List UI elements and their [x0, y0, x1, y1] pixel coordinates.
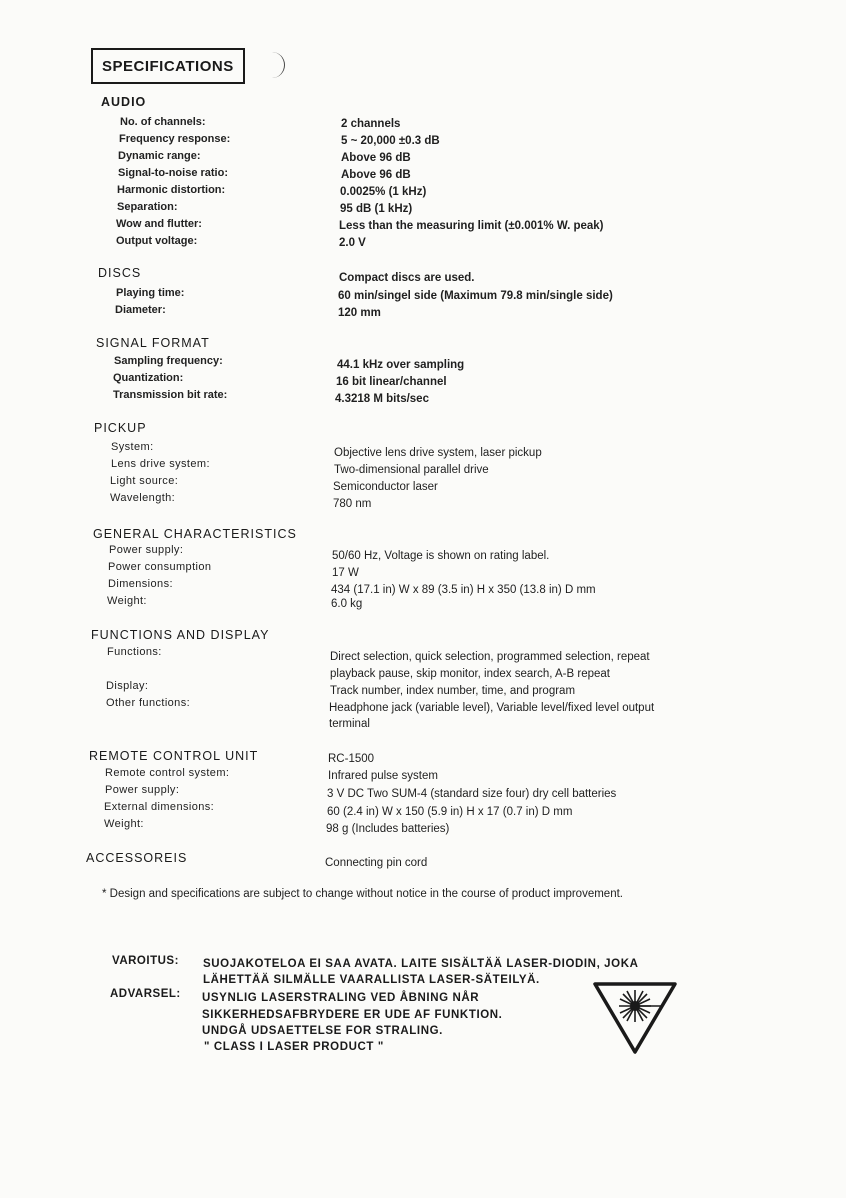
- remote-label: Weight:: [104, 818, 144, 830]
- advarsel-label: ADVARSEL:: [110, 988, 181, 1000]
- remote-value: 98 g (Includes batteries): [326, 823, 450, 835]
- pickup-label: Lens drive system:: [111, 458, 210, 470]
- audio-value: 0.0025% (1 kHz): [340, 186, 427, 198]
- general-label: Power consumption: [108, 561, 212, 573]
- general-label: Power supply:: [109, 544, 184, 556]
- remote-model: RC-1500: [328, 753, 375, 765]
- varoitus-text: LÄHETTÄÄ SILMÄLLE VAARALLISTA LASER-SÄTEILYÄ.: [203, 974, 540, 986]
- pickup-label: Wavelength:: [110, 492, 176, 504]
- varoitus-label: VAROITUS:: [112, 955, 179, 967]
- pickup-value: 780 nm: [333, 498, 372, 510]
- advarsel-text: SIKKERHEDSAFBRYDERE ER UDE AF FUNKTION.: [202, 1009, 503, 1021]
- remote-label: External dimensions:: [104, 801, 215, 813]
- pickup-label: Light source:: [110, 475, 179, 487]
- other-functions-value: terminal: [329, 718, 370, 730]
- general-value: 50/60 Hz, Voltage is shown on rating label.: [332, 550, 550, 562]
- audio-label: Dynamic range:: [118, 150, 201, 162]
- pickup-label: System:: [111, 441, 154, 453]
- audio-label: Wow and flutter:: [116, 218, 202, 230]
- remote-value: 60 (2.4 in) W x 150 (5.9 in) H x 17 (0.7 in) D mm: [327, 806, 573, 818]
- varoitus-text: SUOJAKOTELOA EI SAA AVATA. LAITE SISÄLTÄÄ LASER-DIODIN, JOKA: [203, 958, 639, 970]
- signal-value: 16 bit linear/channel: [336, 376, 447, 388]
- heading-pickup: PICKUP: [94, 421, 147, 435]
- heading-remote: REMOTE CONTROL UNIT: [89, 749, 259, 763]
- signal-value: 44.1 kHz over sampling: [337, 359, 465, 371]
- other-functions-value: Headphone jack (variable level), Variable level/fixed level output: [329, 702, 655, 714]
- audio-label: Signal-to-noise ratio:: [118, 167, 228, 179]
- discs-label: Playing time:: [116, 287, 185, 299]
- heading-functions: FUNCTIONS AND DISPLAY: [91, 628, 270, 642]
- pickup-value: Semiconductor laser: [333, 481, 438, 493]
- audio-label: Harmonic distortion:: [117, 184, 226, 196]
- discs-intro: Compact discs are used.: [339, 272, 475, 284]
- discs-label: Diameter:: [115, 304, 166, 316]
- audio-value: 2.0 V: [339, 237, 366, 249]
- audio-label: No. of channels:: [120, 116, 206, 128]
- remote-value: Infrared pulse system: [328, 770, 438, 782]
- heading-signal-format: SIGNAL FORMAT: [96, 336, 210, 350]
- accessories-value: Connecting pin cord: [325, 857, 428, 869]
- signal-label: Transmission bit rate:: [113, 389, 228, 401]
- audio-label: Output voltage:: [116, 235, 198, 247]
- disclaimer-note: * Design and specifications are subject to change without notice in the course of product improvement.: [102, 888, 623, 900]
- pickup-value: Two-dimensional parallel drive: [334, 464, 489, 476]
- audio-value: Above 96 dB: [341, 169, 411, 181]
- audio-value: Above 96 dB: [341, 152, 411, 164]
- heading-general: GENERAL CHARACTERISTICS: [93, 527, 297, 541]
- discs-value: 120 mm: [338, 307, 381, 319]
- general-label: Weight:: [107, 595, 147, 607]
- pickup-value: Objective lens drive system, laser pickup: [334, 447, 542, 459]
- heading-audio: AUDIO: [101, 95, 147, 109]
- audio-value: 2 channels: [341, 118, 401, 130]
- heading-accessories: ACCESSOREIS: [86, 851, 188, 865]
- functions-value: playback pause, skip monitor, index search, A-B repeat: [330, 668, 610, 680]
- general-value: 6.0 kg: [331, 598, 363, 610]
- display-label: Display:: [106, 680, 149, 692]
- advarsel-text: UNDGÅ UDSAETTELSE FOR STRALING.: [202, 1025, 443, 1037]
- audio-label: Separation:: [117, 201, 178, 213]
- signal-label: Quantization:: [113, 372, 184, 384]
- remote-value: 3 V DC Two SUM-4 (standard size four) dry cell batteries: [327, 788, 617, 800]
- general-value: 434 (17.1 in) W x 89 (3.5 in) H x 350 (13.8 in) D mm: [331, 584, 596, 596]
- discs-value: 60 min/singel side (Maximum 79.8 min/single side): [338, 290, 613, 302]
- advarsel-text: USYNLIG LASERSTRALING VED ÅBNING NÅR: [202, 992, 480, 1004]
- signal-label: Sampling frequency:: [114, 355, 223, 367]
- audio-value: 95 dB (1 kHz): [340, 203, 413, 215]
- display-value: Track number, index number, time, and program: [330, 685, 576, 697]
- audio-label: Frequency response:: [119, 133, 231, 145]
- page-title: SPECIFICATIONS: [91, 48, 245, 84]
- general-value: 17 W: [332, 567, 359, 579]
- audio-value: Less than the measuring limit (±0.001% W. peak): [339, 220, 604, 232]
- class-label: " CLASS I LASER PRODUCT ": [204, 1041, 384, 1053]
- other-functions-label: Other functions:: [106, 697, 191, 709]
- remote-label: Power supply:: [105, 784, 180, 796]
- heading-discs: DISCS: [98, 266, 142, 280]
- laser-warning-icon: [592, 980, 678, 1056]
- remote-label: Remote control system:: [105, 767, 230, 779]
- signal-value: 4.3218 M bits/sec: [335, 393, 429, 405]
- bracket-mark: [270, 52, 285, 78]
- audio-value: 5 ~ 20,000 ±0.3 dB: [341, 135, 440, 147]
- general-label: Dimensions:: [108, 578, 173, 590]
- functions-value: Direct selection, quick selection, programmed selection, repeat: [330, 651, 650, 663]
- functions-label: Functions:: [107, 646, 162, 658]
